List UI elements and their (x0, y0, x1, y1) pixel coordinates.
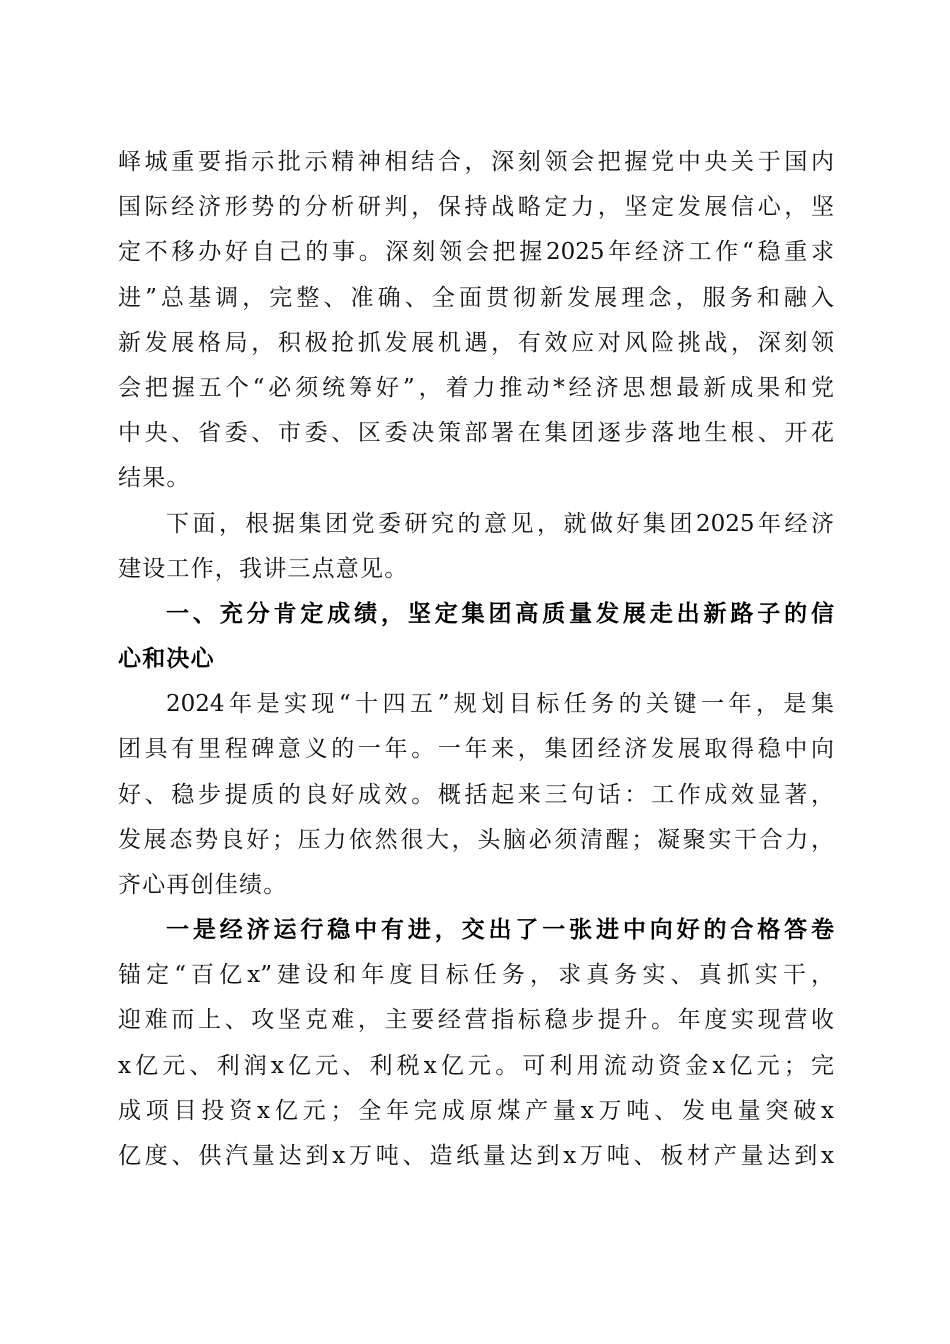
paragraph-1-line-3: 定不移办好自己的事。深刻领会把握2025年经济工作“稳重求 (118, 239, 834, 265)
paragraph-1-line-8: 结果。 (118, 465, 191, 491)
paragraph-3-line-3: 好、稳步提质的良好成效。概括起来三句话：工作成效显著， (118, 782, 834, 808)
paragraph-3-line-1: 2024年是实现“十四五”规划目标任务的关键一年，是集 (166, 691, 834, 717)
paragraph-3-line-4: 发展态势良好；压力依然很大，头脑必须清醒；凝聚实干合力， (118, 827, 834, 853)
paragraph-1-line-6: 会把握五个“必须统筹好”，着力推动*经济思想最新成果和党 (118, 375, 834, 401)
paragraph-1-line-7: 中央、省委、市委、区委决策部署在集团逐步落地生根、开花 (118, 420, 834, 446)
paragraph-3-line-2: 团具有里程碑意义的一年。一年来，集团经济发展取得稳中向 (118, 736, 834, 762)
paragraph-2-line-1: 下面，根据集团党委研究的意见，就做好集团2025年经济 (166, 511, 834, 537)
paragraph-2-line-2: 建设工作，我讲三点意见。 (118, 556, 409, 582)
paragraph-4-line-4: 成项目投资x亿元；全年完成原煤产量x万吨、发电量突破x (118, 1098, 834, 1124)
section-heading-line-1: 一、充分肯定成绩，坚定集团高质量发展走出新路子的信 (166, 601, 834, 627)
paragraph-1-line-5: 新发展格局，积极抢抓发展机遇，有效应对风险挑战，深刻领 (118, 330, 834, 356)
paragraph-1-line-4: 进”总基调，完整、准确、全面贯彻新发展理念，服务和融入 (118, 285, 834, 311)
paragraph-4-line-3: x亿元、利润x亿元、利税x亿元。可利用流动资金x亿元；完 (118, 1053, 834, 1079)
section-heading-line-2: 心和决心 (118, 646, 215, 672)
paragraph-3-line-5: 齐心再创佳绩。 (118, 872, 288, 898)
paragraph-1-line-2: 国际经济形势的分析研判，保持战略定力，坚定发展信心，坚 (118, 194, 834, 220)
paragraph-4-line-1: 锚定“百亿x”建设和年度目标任务，求真务实、真抓实干， (118, 962, 834, 988)
paragraph-1-line-1: 峄城重要指示批示精神相结合，深刻领会把握党中央关于国内 (118, 149, 834, 175)
subheading-line-1: 一是经济运行稳中有进，交出了一张进中向好的合格答卷 (166, 917, 834, 943)
paragraph-4-line-5: 亿度、供汽量达到x万吨、造纸量达到x万吨、板材产量达到x (118, 1143, 834, 1169)
paragraph-4-line-2: 迎难而上、攻坚克难，主要经营指标稳步提升。年度实现营收 (118, 1007, 834, 1033)
